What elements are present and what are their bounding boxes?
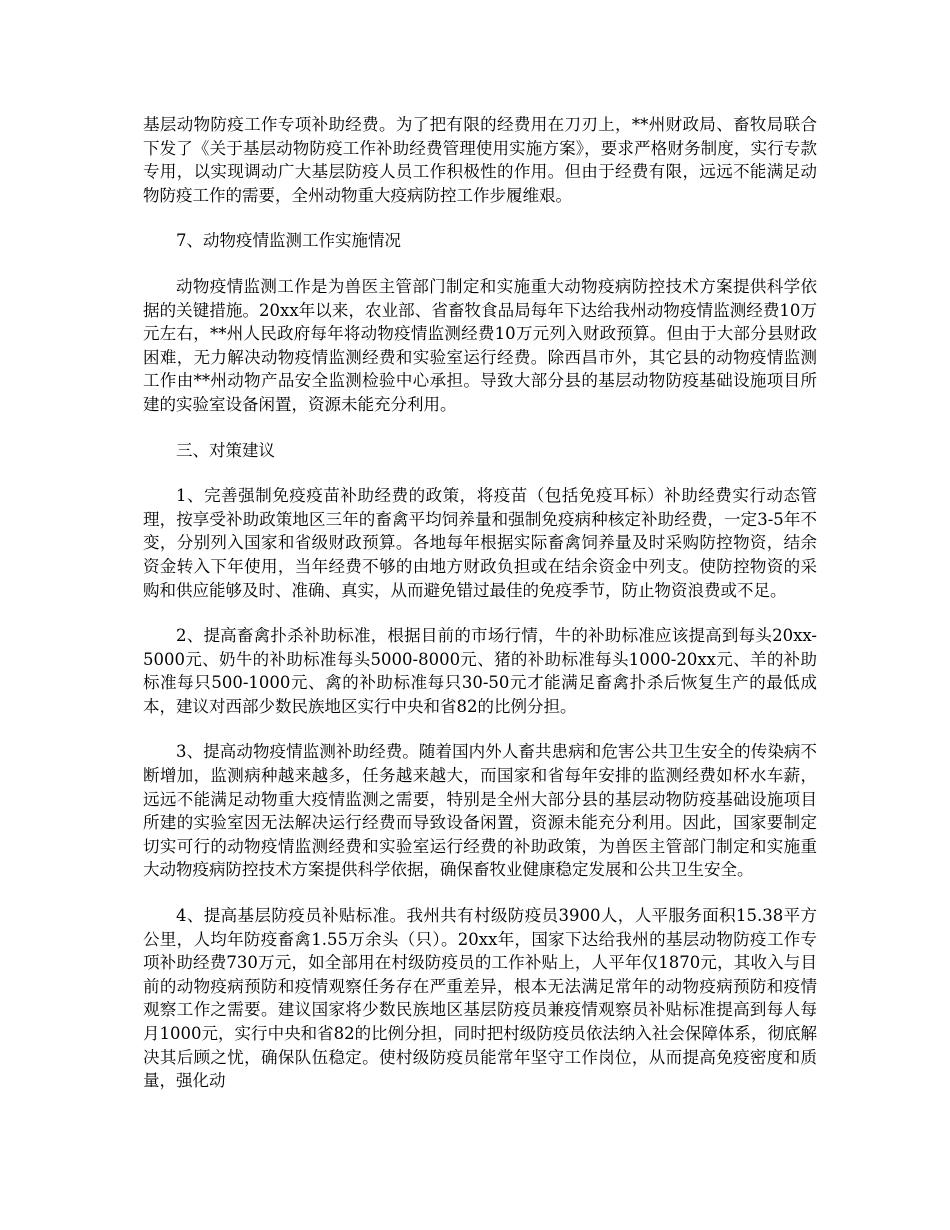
paragraph-recommendation-1: 1、完善强制免疫疫苗补助经费的政策，将疫苗（包括免疫耳标）补助经费实行动态管理，按享受补助政策地区三年的畜禽平均饲养量和强制免疫病种核定补助经费，一定3-5年不变，分别列入国家和省级财政预算。各地每年根据实际畜禽饲养量及时采购防控物资，结余资金转入下年使用，当年经费不够的由地方财政负担或在结余资金中列支。使防控物资的采购和供应能够及时、准确、真实，从而避免错过最佳的免疫季节，防止物资浪费或不足。 xyxy=(143,486,817,600)
paragraph-recommendation-3: 3、提高动物疫情监测补助经费。随着国内外人畜共患病和危害公共卫生安全的传染病不断增加，监测病种越来越多，任务越来越大，而国家和省每年安排的监测经费如杯水车薪，远远不能满足动物重大疫情监测之需要，特别是全州大部分县的基层动物防疫基础设施项目所建的实验室因无法解决运行经费而导致设备闲置，资源未能充分利用。因此，国家要制定切实可行的动物疫情监测经费和实验室运行经费的补助政策，为兽医主管部门制定和实施重大动物疫病防控技术方案提供科学依据，确保畜牧业健康稳定发展和公共卫生安全。 xyxy=(143,742,817,880)
paragraph-recommendation-4: 4、提高基层防疫员补贴标准。我州共有村级防疫员3900人，人平服务面积15.38平方公里，人均年防疫畜禽1.55万余头（只）。20xx年，国家下达给我州的基层动物防疫工作专项补助经费730万元，如全部用在村级防疫员的工作补贴上，人平年仅1870元，其收入与目前的动物疫病预防和疫情观察任务存在严重差异，根本无法满足常年的动物疫病预防和疫情观察工作之需要。建议国家将少数民族地区基层防疫员兼疫情观察员补贴标准提高到每人每月1000元，实行中央和省82的比例分担，同时把村级防疫员依法纳入社会保障体系，彻底解决其后顾之忧，确保队伍稳定。使村级防疫员能常年坚守工作岗位，从而提高免疫密度和质量，强化动 xyxy=(143,906,817,1091)
section-heading-monitoring: 7、动物疫情监测工作实施情况 xyxy=(176,231,401,251)
section-heading-recommendations: 三、对策建议 xyxy=(176,440,275,460)
document-page xyxy=(143,113,817,1115)
paragraph-recommendation-2: 2、提高畜禽扑杀补助标准，根据目前的市场行情，牛的补助标准应该提高到每头20xx-5000元、奶牛的补助标准每头5000-8000元、猪的补助标准每头1000-20xx元、羊的补助标准每只500-1000元、禽的补助标准每只30-50元才能满足畜禽扑杀后恢复生产的最低成本，建议对西部少数民族地区实行中央和省82的比例分担。 xyxy=(143,626,817,716)
paragraph-funding-continuation: 基层动物防疫工作专项补助经费。为了把有限的经费用在刀刃上，**州财政局、畜牧局联合下发了《关于基层动物防疫工作补助经费管理使用实施方案》，要求严格财务制度，实行专款专用，以实现调动广大基层防疫人员工作积极性的作用。但由于经费有限，远远不能满足动物防疫工作的需要，全州动物重大疫病防控工作步履维艰。 xyxy=(143,115,817,205)
paragraph-monitoring: 动物疫情监测工作是为兽医主管部门制定和实施重大动物疫病防控技术方案提供科学依据的关键措施。20xx年以来，农业部、省畜牧食品局每年下达给我州动物疫情监测经费10万元左右，**州人民政府每年将动物疫情监测经费10万元列入财政预算。但由于大部分县财政困难，无力解决动物疫情监测经费和实验室运行经费。除西昌市外，其它县的动物疫情监测工作由**州动物产品安全监测检验中心承担。导致大部分县的基层动物防疫基础设施项目所建的实验室设备闲置，资源未能充分利用。 xyxy=(143,276,817,414)
